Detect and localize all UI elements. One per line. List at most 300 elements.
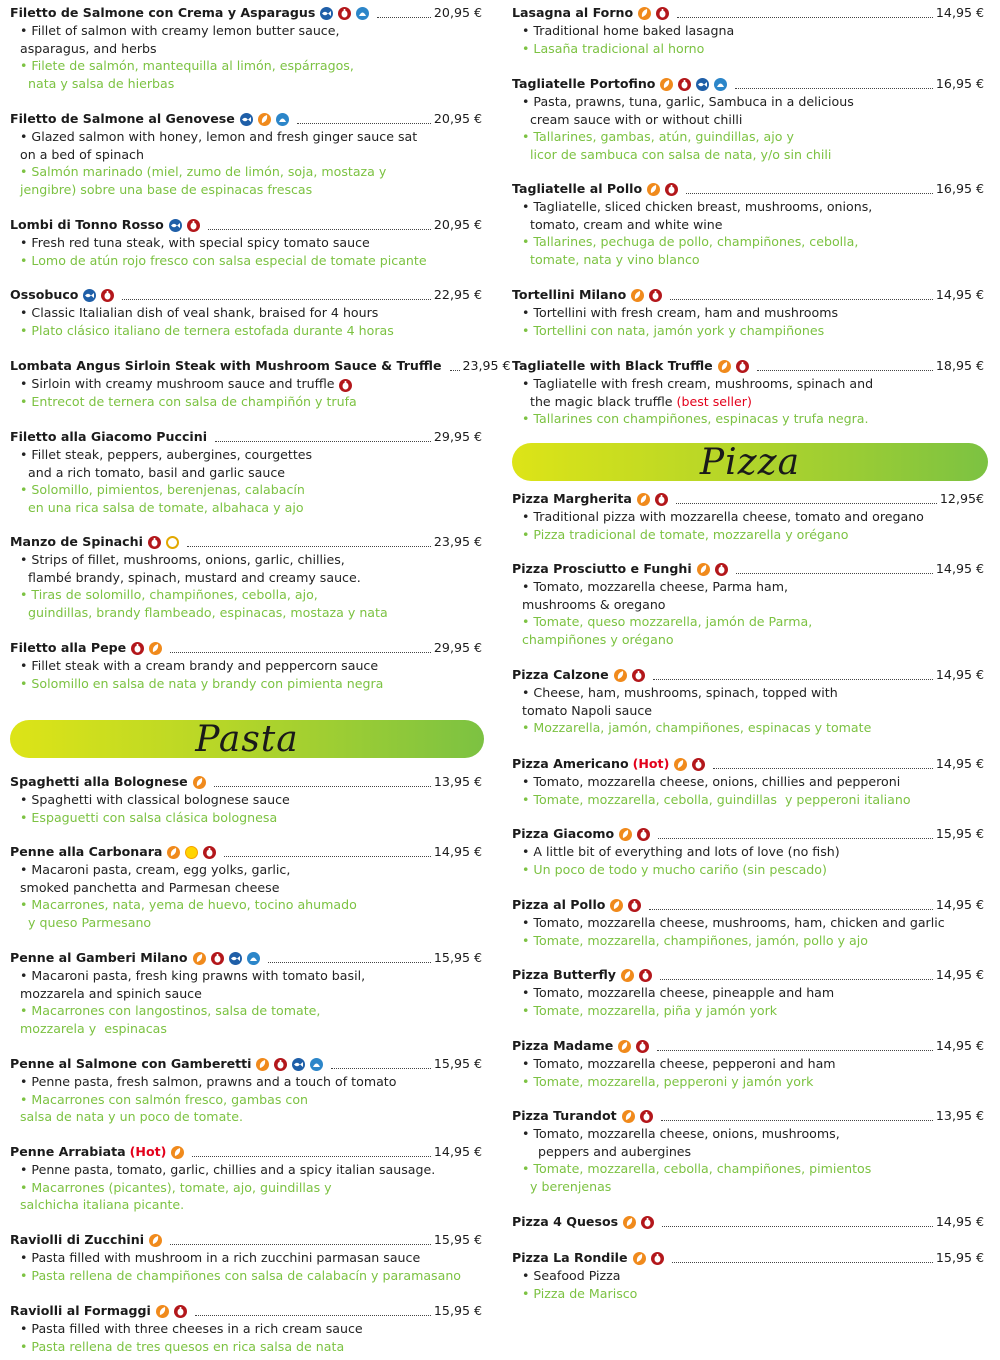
menu-item — [512, 1213, 984, 1231]
english-description-text: • Sirloin with creamy mushroom sauce and truffle — [20, 376, 335, 391]
spanish-description: y queso Parmesano — [20, 914, 152, 930]
vegetarian-icon-glyph — [196, 778, 203, 787]
spanish-description: • Solomillo, pimientos, berenjenas, calabacín — [20, 482, 305, 498]
dish-name: Pizza Margherita — [512, 491, 632, 507]
spanish-description: • Macarrones, nata, yema de huevo, tocino ahumado — [20, 897, 357, 913]
fish-icon — [240, 113, 253, 126]
dish-price: 15,95 € — [935, 826, 984, 842]
english-description — [512, 508, 984, 526]
menu-item-heading — [512, 1213, 984, 1231]
meat-icon-glyph — [631, 901, 638, 910]
dish-name: Lombata Angus Sirloin Steak with Mushroom Sauce & Truffle — [10, 358, 442, 374]
vegetarian-icon-glyph — [624, 971, 631, 980]
spanish-description: • Tallarines con champiñones, espinacas y trufa negra. — [522, 411, 869, 427]
spanish-description: en una rica salsa de tomate, albahaca y ajo — [20, 499, 304, 515]
spanish-description: • Pasta rellena de tres quesos en rica salsa de nata — [20, 1338, 345, 1354]
meat-icon — [678, 78, 691, 91]
english-description — [10, 791, 482, 809]
allergen-icons — [619, 828, 650, 841]
dish-name: Pizza La Rondile — [512, 1250, 628, 1266]
meat-icon-glyph — [206, 848, 213, 857]
dot-leader — [736, 573, 933, 574]
menu-item-heading — [512, 666, 984, 684]
dish-price: 16,95 € — [935, 76, 984, 92]
meat-icon — [187, 219, 200, 232]
english-description — [10, 40, 482, 58]
vegetarian-icon — [193, 952, 206, 965]
meat-icon-glyph — [640, 830, 647, 839]
fish-icon-glyph — [698, 81, 707, 88]
allergen-icons — [618, 1040, 649, 1053]
vegetarian-icon-glyph — [626, 1218, 633, 1227]
menu-item — [10, 639, 482, 692]
english-description — [10, 657, 482, 675]
dot-leader — [297, 123, 431, 124]
menu-item-heading — [10, 1055, 482, 1073]
shellfish-icon — [276, 113, 289, 126]
dish-price: 14,95 € — [935, 5, 984, 21]
dish-name: Raviolli di Zucchini — [10, 1232, 145, 1248]
dish-price: 14,95 € — [433, 844, 482, 860]
english-description — [10, 1161, 482, 1179]
menu-item-heading — [512, 1249, 984, 1267]
dish-price: 12,95€ — [939, 491, 984, 507]
dot-leader — [192, 1156, 431, 1157]
spanish-description: • Lasaña tradicional al horno — [522, 40, 705, 56]
spanish-description: nata y salsa de hierbas — [20, 75, 175, 91]
menu-item — [10, 773, 482, 826]
dish-price: 18,95 € — [935, 358, 984, 374]
menu-item-heading — [10, 533, 482, 551]
spanish-description: • Tomate, mozzarella, cebolla, guindillas y pepperoni italiano — [522, 791, 911, 807]
english-description-text: • Penne pasta, fresh salmon, prawns and a touch of tomato — [20, 1074, 397, 1089]
menu-item — [10, 1302, 482, 1355]
allergen-icons — [622, 1110, 653, 1123]
meat-icon-glyph — [277, 1060, 284, 1069]
menu-item-heading — [512, 755, 984, 773]
english-description-text: • Glazed salmon with honey, lemon and fresh ginger sauce sat — [20, 129, 418, 144]
dish-price: 14,95 € — [935, 1038, 984, 1054]
shellfish-icon — [714, 78, 727, 91]
dish-name: Penne Arrabiata — [10, 1144, 126, 1160]
meat-icon — [692, 758, 705, 771]
meat-icon — [131, 642, 144, 655]
dish-price: 14,95 € — [935, 967, 984, 983]
menu-item — [512, 180, 984, 268]
english-description-text: • Tomato, mozzarella cheese, pineapple and ham — [522, 985, 835, 1000]
menu-item — [10, 1231, 482, 1284]
dish-name: Tortellini Milano — [512, 287, 627, 303]
meat-icon-glyph — [342, 381, 349, 390]
menu-item-heading — [512, 4, 984, 22]
meat-icon-glyph — [104, 291, 111, 300]
dish-price: 15,95 € — [433, 1303, 482, 1319]
spanish-description: licor de sambuca con salsa de nata, y/o sin chili — [522, 146, 832, 162]
dot-leader — [670, 299, 933, 300]
meat-icon-glyph — [668, 185, 675, 194]
english-description-text: • Fillet of salmon with creamy lemon butter sauce, — [20, 23, 340, 38]
english-description — [512, 1267, 984, 1285]
dish-name: Lasagna al Forno — [512, 5, 634, 21]
vegetarian-icon-glyph — [641, 9, 648, 18]
dish-name: Pizza Turandot — [512, 1108, 617, 1124]
english-description — [10, 22, 482, 40]
vegetarian-icon — [256, 1058, 269, 1071]
english-description — [10, 879, 482, 897]
english-description-text: • Penne pasta, tomato, garlic, chillies and a spicy italian sausage. — [20, 1162, 436, 1177]
spanish-description: • Macarrones (picantes), tomate, ajo, guindillas y — [20, 1179, 332, 1195]
english-description-text: • Pasta filled with three cheeses in a rich cream sauce — [20, 1321, 363, 1336]
shellfish-icon-glyph — [358, 9, 367, 17]
dish-price: 20,95 € — [433, 217, 482, 233]
english-description — [512, 578, 984, 596]
english-description-text: and a rich tomato, basil and garlic sauce — [20, 464, 286, 480]
english-description-text: • Tomato, mozzarella cheese, pepperoni and ham — [522, 1056, 836, 1071]
allergen-icons — [638, 7, 669, 20]
menu-item-heading — [512, 1037, 984, 1055]
vegetarian-icon — [167, 846, 180, 859]
english-description-text: cream sauce with or without chilli — [522, 111, 743, 127]
dish-price: 29,95 € — [433, 640, 482, 656]
dot-leader — [170, 1244, 431, 1245]
allergen-icons — [156, 1305, 187, 1318]
meat-icon-glyph — [642, 971, 649, 980]
english-description-text: on a bed of spinach — [20, 146, 144, 162]
spanish-description: • Espaguetti con salsa clásica bolognesa — [20, 809, 278, 825]
english-description — [10, 569, 482, 587]
shellfish-icon-glyph — [716, 80, 725, 88]
vegetarian-icon-glyph — [721, 362, 728, 371]
english-description — [10, 234, 482, 252]
menu-item — [512, 1249, 984, 1302]
allergen-icons — [660, 78, 727, 91]
shellfish-icon-glyph — [278, 115, 287, 123]
allergen-icons — [614, 669, 645, 682]
hot-label: (Hot) — [129, 1144, 167, 1160]
allergen-icons — [193, 776, 206, 789]
spanish-description: • Macarrones con salmón fresco, gambas con — [20, 1091, 309, 1107]
allergen-icons — [633, 1252, 664, 1265]
english-description-text: tomato, cream and white wine — [522, 216, 723, 232]
menu-item-heading — [10, 4, 482, 22]
menu-item-heading — [512, 286, 984, 304]
dish-name: Tagliatelle Portofino — [512, 76, 656, 92]
dish-name: Pizza 4 Quesos — [512, 1214, 619, 1230]
shellfish-icon-glyph — [249, 954, 258, 962]
dish-price: 22,95 € — [433, 287, 482, 303]
menu-item-heading — [10, 949, 482, 967]
english-description-text: peppers and aubergines — [522, 1143, 692, 1159]
english-description — [512, 843, 984, 861]
dot-leader — [677, 17, 933, 18]
menu-item — [512, 75, 984, 163]
shellfish-icon — [310, 1058, 323, 1071]
spanish-description: champiñones y orégano — [522, 631, 674, 647]
fish-icon — [292, 1058, 305, 1071]
dish-price: 14,95 € — [935, 561, 984, 577]
meat-icon — [338, 7, 351, 20]
english-description-text: • Classic Italialian dish of veal shank, braised for 4 hours — [20, 305, 379, 320]
dot-leader — [224, 856, 430, 857]
meat-icon-glyph — [718, 565, 725, 574]
vegetarian-icon-glyph — [640, 495, 647, 504]
english-description — [10, 1249, 482, 1267]
english-description-text: flambé brandy, spinach, mustard and creamy sauce. — [20, 569, 361, 585]
spanish-description: • Pasta rellena de champiñones con salsa de calabacín y paramasano — [20, 1267, 462, 1283]
menu-item — [512, 966, 984, 1019]
meat-icon — [628, 899, 641, 912]
vegetarian-icon-glyph — [700, 565, 707, 574]
english-description-text: • Tortellini with fresh cream, ham and mushrooms — [522, 305, 839, 320]
english-description-text: • Fresh red tuna steak, with special spicy tomato sauce — [20, 235, 370, 250]
english-description — [10, 1073, 482, 1091]
english-description-text: • Traditional home baked lasagna — [522, 23, 735, 38]
dish-name: Pizza al Pollo — [512, 897, 606, 913]
dish-name: Penne al Gamberi Milano — [10, 950, 188, 966]
menu-item-heading — [512, 825, 984, 843]
english-description — [512, 1143, 984, 1161]
vegetarian-icon-glyph — [677, 760, 684, 769]
english-description — [10, 1320, 482, 1338]
english-description-text: smoked panchetta and Parmesan cheese — [20, 879, 280, 895]
spanish-description: • Tiras de solomillo, champiñones, cebolla, ajo, — [20, 587, 318, 603]
vegetarian-icon-glyph — [174, 1148, 181, 1157]
allergen-icons — [256, 1058, 323, 1071]
section-title: Pizza — [699, 441, 801, 483]
fish-icon-glyph — [242, 116, 251, 123]
vegetarian-icon-glyph — [625, 1112, 632, 1121]
english-description-text: • Traditional pizza with mozzarella cheese, tomato and oregano — [522, 509, 924, 524]
vegetarian-icon — [621, 969, 634, 982]
dot-leader — [377, 17, 431, 18]
menu-item — [10, 949, 482, 1037]
meat-icon-glyph — [695, 760, 702, 769]
menu-item-heading — [512, 180, 984, 198]
menu-item — [512, 755, 984, 808]
shellfish-icon-glyph — [312, 1060, 321, 1068]
english-description — [10, 861, 482, 879]
dish-name: Raviolli al Formaggi — [10, 1303, 151, 1319]
menu-item-heading — [10, 1143, 482, 1161]
fish-icon — [320, 7, 333, 20]
allergen-icons — [610, 899, 641, 912]
vegetarian-icon-glyph — [170, 848, 177, 857]
meat-icon-glyph — [635, 671, 642, 680]
spanish-description: • Tomate, mozzarella, pepperoni y jamón york — [522, 1073, 814, 1089]
english-description — [512, 198, 984, 216]
meat-icon — [636, 1040, 649, 1053]
meat-icon — [640, 1110, 653, 1123]
spanish-description: • Lomo de atún rojo fresco con salsa especial de tomate picante — [20, 252, 427, 268]
allergen-icons — [623, 1216, 654, 1229]
english-description — [512, 1055, 984, 1073]
dot-leader — [122, 299, 430, 300]
menu-item — [512, 1037, 984, 1090]
spanish-description: tomate, nata y vino blanco — [522, 251, 700, 267]
dish-price: 15,95 € — [433, 1232, 482, 1248]
english-description — [10, 146, 482, 164]
english-description — [512, 984, 984, 1002]
dish-name: Tagliatelle with Black Truffle — [512, 358, 713, 374]
pasta-section-banner — [10, 720, 484, 758]
meat-icon-glyph — [644, 1218, 651, 1227]
menu-item-heading — [10, 1302, 482, 1320]
menu-item-heading — [10, 357, 511, 375]
menu-item — [10, 1143, 482, 1214]
dish-price: 14,95 € — [935, 897, 984, 913]
spanish-description: • Salmón marinado (miel, zumo de limón, soja, mostaza y — [20, 164, 387, 180]
meat-icon-glyph — [190, 221, 197, 230]
dish-price: 15,95 € — [433, 1056, 482, 1072]
pizza-section-banner — [512, 443, 988, 481]
vegetarian-icon-glyph — [261, 115, 268, 124]
dish-price: 13,95 € — [433, 774, 482, 790]
dot-leader — [170, 652, 431, 653]
vegetarian-icon — [149, 1234, 162, 1247]
fish-icon-glyph — [85, 292, 94, 299]
dot-leader — [268, 962, 431, 963]
menu-item — [512, 286, 984, 339]
vegetarian-icon-glyph — [621, 1042, 628, 1051]
dish-name: Filetto alla Giacomo Puccini — [10, 429, 208, 445]
menu-item — [10, 4, 482, 92]
spanish-description: • Tomate, mozzarella, piña y jamón york — [522, 1002, 778, 1018]
dot-leader — [757, 370, 933, 371]
dish-price: 20,95 € — [433, 5, 482, 21]
menu-item — [512, 666, 984, 737]
vegetarian-icon — [637, 493, 650, 506]
vegetarian-icon — [631, 289, 644, 302]
vegetarian-icon-glyph — [634, 291, 641, 300]
vegetarian-icon — [697, 563, 710, 576]
section-title: Pasta — [195, 718, 299, 760]
vegetarian-icon-glyph — [636, 1254, 643, 1263]
meat-icon — [651, 1252, 664, 1265]
meat-icon — [641, 1216, 654, 1229]
english-description — [10, 128, 482, 146]
dish-name: Manzo de Spinachi — [10, 534, 143, 550]
allergen-icons — [718, 360, 749, 373]
dish-price: 15,95 € — [935, 1250, 984, 1266]
vegetarian-icon — [674, 758, 687, 771]
english-description-text: • Seafood Pizza — [522, 1268, 621, 1283]
fish-icon — [229, 952, 242, 965]
spanish-description: • Tomate, queso mozzarella, jamón de Parma, — [522, 614, 813, 630]
menu-item-heading — [512, 966, 984, 984]
meat-icon — [656, 7, 669, 20]
dot-leader — [658, 838, 933, 839]
english-description-text: mozzarela and spinich sauce — [20, 985, 202, 1001]
menu-item — [512, 560, 984, 648]
dish-name: Ossobuco — [10, 287, 79, 303]
allergen-icons — [171, 1146, 184, 1159]
vegetarian-icon-glyph — [622, 830, 629, 839]
dish-price: 14,95 € — [935, 756, 984, 772]
menu-item — [10, 1055, 482, 1126]
dish-name: Filetto alla Pepe — [10, 640, 127, 656]
dish-name: Pizza Madame — [512, 1038, 614, 1054]
menu-item-heading — [10, 639, 482, 657]
english-description-text: tomato Napoli sauce — [522, 702, 653, 718]
meat-icon — [148, 536, 161, 549]
dot-leader — [660, 979, 933, 980]
menu-item-heading — [10, 110, 482, 128]
allergen-icons — [167, 846, 216, 859]
vegetarian-icon — [171, 1146, 184, 1159]
menu-item — [10, 286, 482, 339]
english-description-text: mushrooms & oregano — [522, 596, 666, 612]
spanish-description: • Tallarines, pechuga de pollo, champiñones, cebolla, — [522, 234, 859, 250]
allergen-icons — [621, 969, 652, 982]
english-description-text: • Tomato, mozzarella cheese, onions, chillies and pepperoni — [522, 774, 901, 789]
dish-name: Pizza Butterfly — [512, 967, 616, 983]
spanish-description: • Mozzarella, jamón, champiñones, espinacas y tomate — [522, 720, 872, 736]
meat-icon — [339, 379, 352, 392]
egg-icon — [185, 846, 198, 859]
meat-icon-glyph — [134, 644, 141, 653]
vegetarian-icon-glyph — [152, 1236, 159, 1245]
english-description-text: • Strips of fillet, mushrooms, onions, garlic, chillies, — [20, 552, 345, 567]
dish-name: Pizza Prosciutto e Funghi — [512, 561, 692, 577]
english-description — [512, 393, 984, 411]
menu-item — [512, 1107, 984, 1195]
dish-name: Filetto de Salmone al Genovese — [10, 111, 235, 127]
english-description-text: • Tomato, mozzarella cheese, mushrooms, ham, chicken and garlic — [522, 915, 945, 930]
menu-item — [512, 4, 984, 57]
english-description — [10, 304, 482, 322]
english-description — [512, 93, 984, 111]
allergen-icons — [637, 493, 668, 506]
vegetarian-icon-glyph — [663, 80, 670, 89]
dish-name: Spaghetti alla Bolognese — [10, 774, 188, 790]
menu-item-heading — [512, 75, 984, 93]
dish-price: 14,95 € — [935, 667, 984, 683]
menu-item-heading — [10, 428, 482, 446]
allergen-icons — [148, 536, 179, 549]
vegetarian-icon — [149, 642, 162, 655]
vegetarian-icon — [647, 183, 660, 196]
menu-item — [10, 428, 482, 516]
meat-icon — [101, 289, 114, 302]
dish-name: Penne al Salmone con Gamberetti — [10, 1056, 252, 1072]
spanish-description: • Tallarines, gambas, atún, guindillas, ajo y — [522, 129, 794, 145]
allergen-icons — [149, 1234, 162, 1247]
dish-price: 14,95 € — [935, 1214, 984, 1230]
dish-price: 15,95 € — [433, 950, 482, 966]
vegetarian-icon — [622, 1110, 635, 1123]
dot-leader — [672, 1262, 933, 1263]
spanish-description: • Tomate, mozzarella, cebolla, champiñones, pimientos — [522, 1161, 872, 1177]
shellfish-icon — [356, 7, 369, 20]
vegetarian-icon — [156, 1305, 169, 1318]
spanish-description: salchicha italiana picante. — [20, 1197, 185, 1213]
menu-item — [10, 533, 482, 621]
english-description-text: • Tagliatelle with fresh cream, mushrooms, spinach and — [522, 376, 874, 391]
english-description-text: • Tagliatelle, sliced chicken breast, mushrooms, onions, — [522, 199, 873, 214]
dot-leader — [657, 1050, 933, 1051]
menu-item-heading — [512, 896, 984, 914]
menu-item — [512, 825, 984, 878]
menu-item — [10, 216, 482, 269]
english-description — [10, 464, 482, 482]
vegetarian-icon-glyph — [196, 954, 203, 963]
spanish-description: • Filete de salmón, mantequilla al limón, espárragos, — [20, 58, 354, 74]
dot-leader — [649, 909, 932, 910]
menu-item — [10, 110, 482, 198]
menu-item-heading — [512, 1107, 984, 1125]
allergen-icons — [83, 289, 114, 302]
dot-leader — [676, 503, 937, 504]
